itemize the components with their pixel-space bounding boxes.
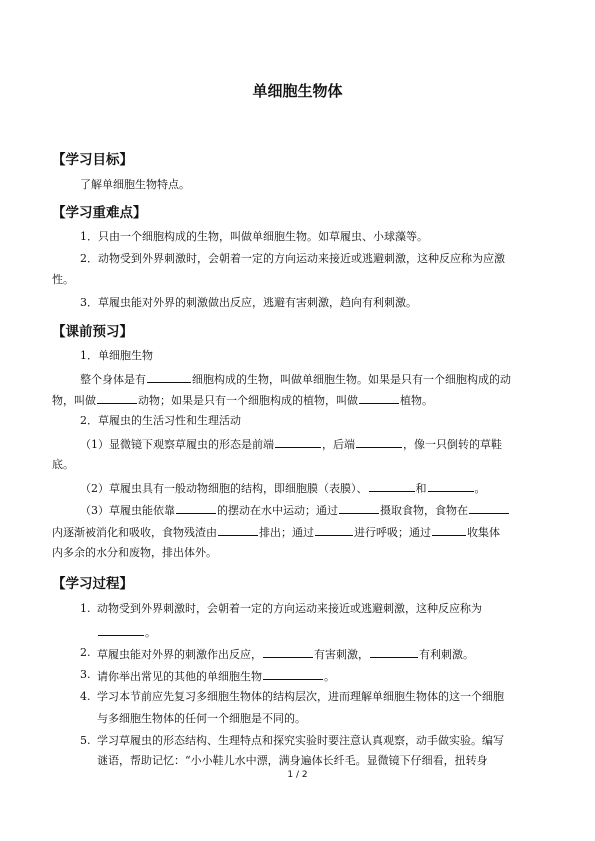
- fill-blank[interactable]: [369, 480, 415, 492]
- fill-blank[interactable]: [176, 502, 216, 514]
- process-item-4: 学习本节前应先复习多细胞生物体的结构层次，进而理解单细胞生物体的这一个细胞: [97, 690, 504, 703]
- page-title: 单细胞生物体: [252, 82, 343, 100]
- key-point-1: 1．只由一个细胞构成的生物，叫做单细胞生物。如草履虫、小球藻等。: [80, 230, 428, 243]
- preview-line: 内逐渐被消化和吸收，食物残渣由 排出；通过 进行呼吸；通过 收集体: [52, 526, 500, 539]
- process-number: 4.: [80, 690, 91, 703]
- process-item-4-cont: 与多细胞生物体的任何一个细胞是不同的。: [97, 712, 306, 725]
- fill-blank[interactable]: [359, 392, 399, 404]
- section-heading-process: 【学习过程】: [52, 576, 133, 592]
- preview-line: （1）显微镜下观察草履虫的形态是前端 ，后端 ，像一只倒转的草鞋: [80, 438, 502, 451]
- process-item-2: 草履虫能对外界的刺激作出反应， 有害刺激， 有利刺激。: [97, 648, 474, 661]
- preview-line: 整个身体是有 细胞构成的生物，叫做单细胞生物。如果是只有一个细胞构成的动: [80, 373, 511, 386]
- section-heading-goals: 【学习目标】: [52, 152, 133, 168]
- process-number: 5.: [80, 734, 91, 747]
- key-point-2: 2．动物受到外界刺激时，会朝着一定的方向运动来接近或逃避刺激，这种反应称为应激: [80, 252, 505, 265]
- process-number: 2.: [80, 646, 91, 659]
- fill-blank[interactable]: [432, 524, 466, 536]
- fill-blank[interactable]: [315, 524, 353, 536]
- preview-line: 物，叫做 动物；如果是只有一个细胞构成的植物，叫做 植物。: [52, 394, 433, 407]
- process-number: 3.: [80, 668, 91, 681]
- fill-blank[interactable]: [263, 646, 313, 658]
- preview-line: 底。: [52, 458, 74, 471]
- process-item-1-cont: 。: [97, 624, 156, 640]
- page-number: 1 / 2: [287, 770, 308, 780]
- section-heading-preview: 【课前预习】: [52, 324, 133, 340]
- preview-line: （3）草履虫能依靠 的摆动在水中运动；通过 摄取食物，食物在: [80, 502, 510, 518]
- fill-blank[interactable]: [339, 502, 379, 514]
- preview-line: （2）草履虫具有一般动物细胞的结构，即细胞膜（表膜）、 和 。: [80, 482, 486, 495]
- process-item-5-cont: 谜语，帮助记忆：“小小鞋儿水中漂，满身遍体长纤毛。显微镜下仔细看，扭转身: [97, 754, 488, 767]
- process-item-5: 学习草履虫的形态结构、生理特点和探究实验时要注意认真观察，动手做实验。编写: [97, 734, 504, 747]
- fill-blank[interactable]: [218, 524, 258, 536]
- key-point-2-cont: 性。: [52, 273, 74, 286]
- preview-line: 内多余的水分和废物，排出体外。: [52, 546, 217, 559]
- process-item-3: 请你举出常见的其他的单细胞生物 。: [97, 670, 335, 683]
- process-number: 1.: [80, 602, 91, 615]
- goal-text: 了解单细胞生物特点。: [80, 178, 190, 191]
- fill-blank[interactable]: [356, 436, 402, 448]
- fill-blank[interactable]: [428, 480, 474, 492]
- fill-blank[interactable]: [263, 668, 323, 680]
- fill-blank[interactable]: [97, 392, 137, 404]
- key-point-3: 3．草履虫能对外界的刺激做出反应，逃避有害刺激，趋向有利刺激。: [80, 296, 417, 309]
- fill-blank[interactable]: [370, 646, 418, 658]
- fill-blank[interactable]: [147, 371, 191, 383]
- section-heading-key-points: 【学习重难点】: [52, 205, 147, 221]
- preview-item-2: 2．草履虫的生活习性和生理活动: [80, 414, 241, 427]
- fill-blank[interactable]: [469, 502, 509, 514]
- fill-blank[interactable]: [275, 436, 321, 448]
- process-item-1: 动物受到外界刺激时，会朝着一定的方向运动来接近或逃避刺激，这种反应称为: [97, 602, 482, 615]
- preview-item-1: 1．单细胞生物: [80, 349, 153, 362]
- fill-blank[interactable]: [98, 624, 144, 636]
